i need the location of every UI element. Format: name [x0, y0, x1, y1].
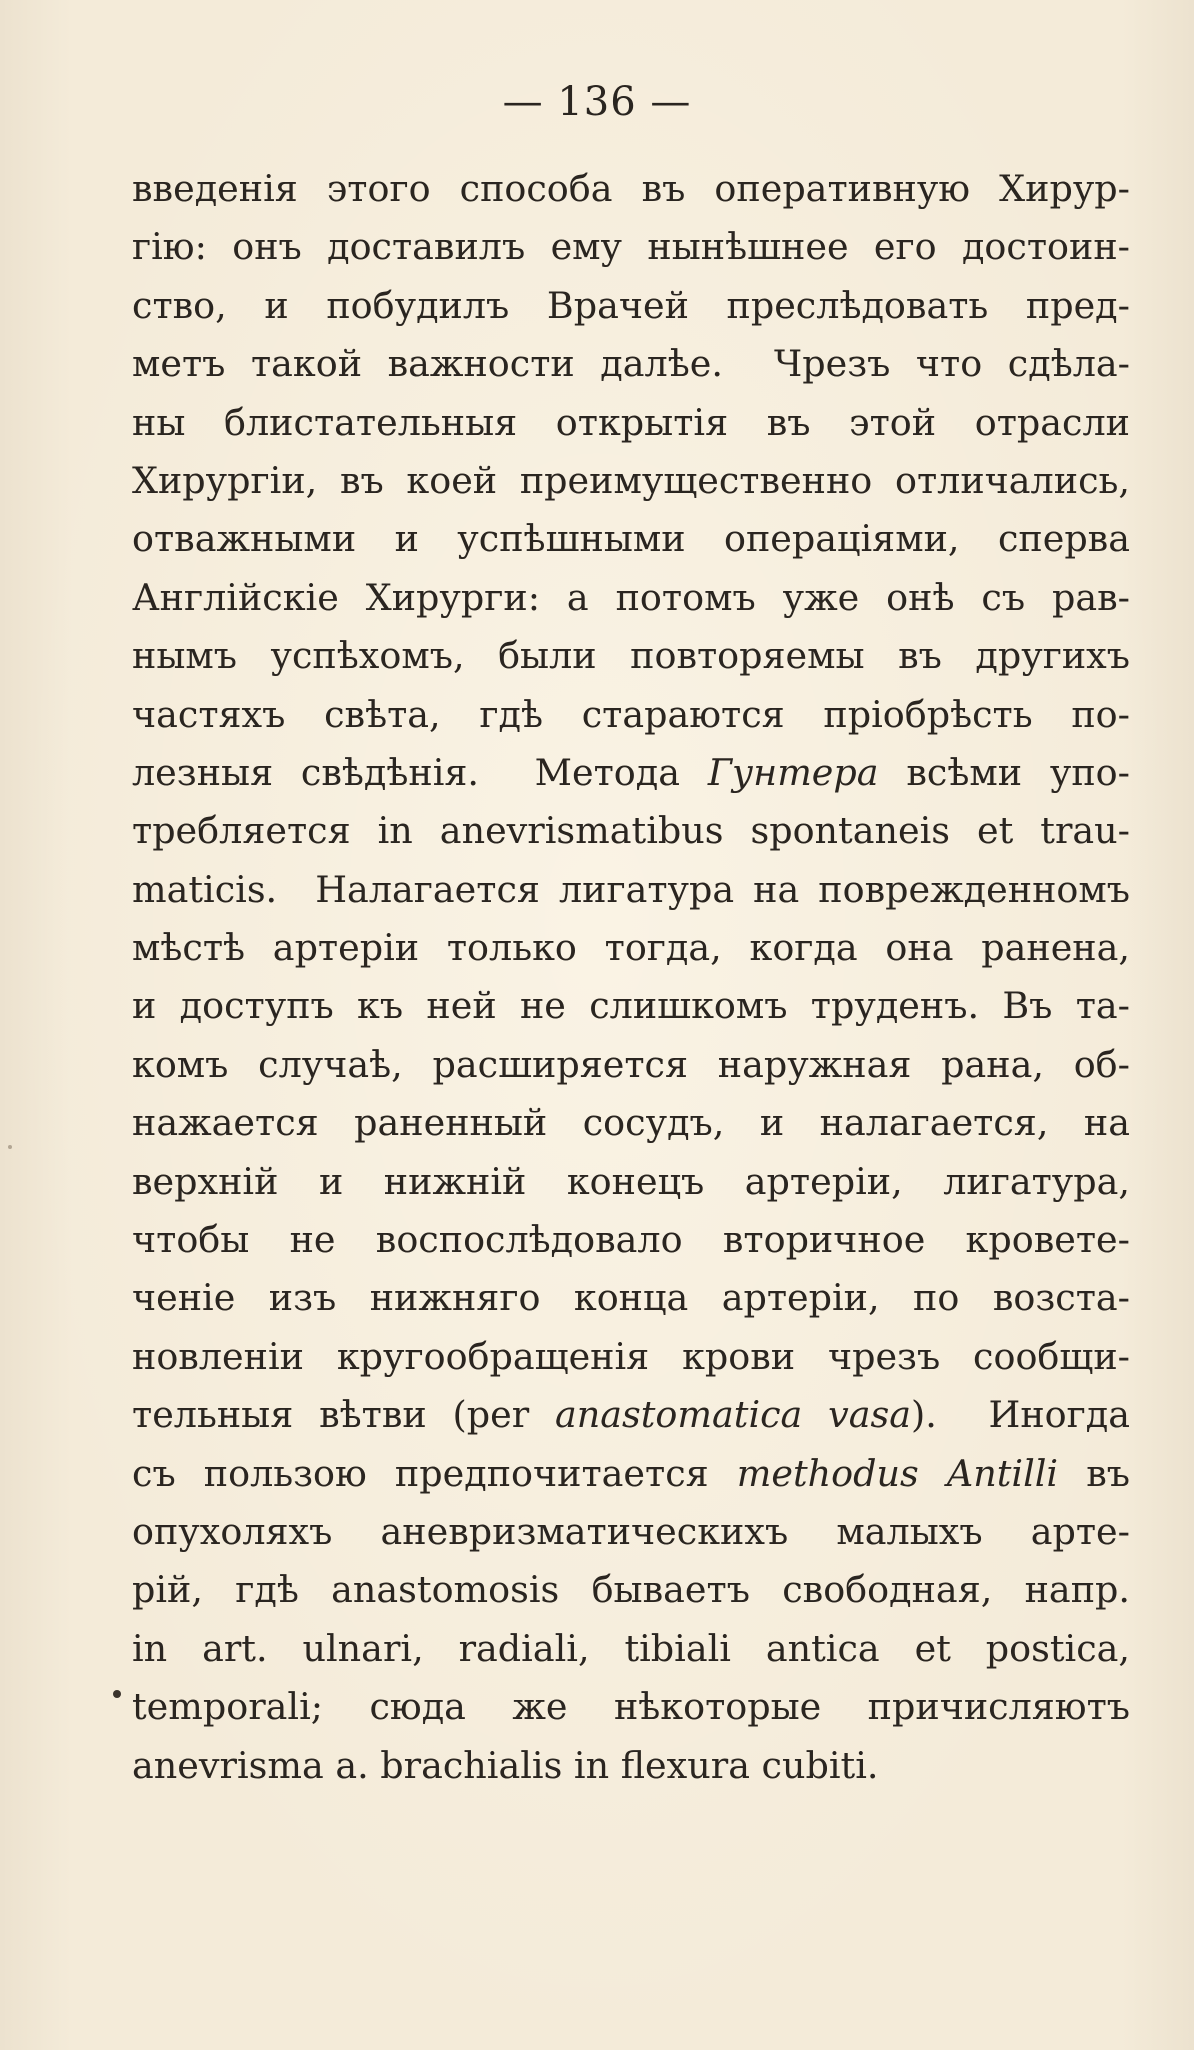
text-span: нажается раненный сосудъ, и налагается, на [132, 1101, 1130, 1145]
text-span: метъ такой важности далѣе. Чрезъ что сдѣла- [132, 342, 1130, 386]
text-span: нымъ успѣхомъ, были повторяемы въ другихъ [132, 634, 1130, 678]
text-span: всѣми упо- [878, 750, 1130, 794]
text-line [132, 1036, 1130, 1094]
text-span: Англійскіе Хирурги: а потомъ уже онѣ съ рав- [132, 575, 1130, 619]
text-span: въ [1058, 1451, 1130, 1495]
text-span: и доступъ къ ней не слишкомъ труденъ. Въ та- [132, 984, 1130, 1028]
text-line [132, 1678, 1130, 1736]
text-line [132, 1503, 1130, 1561]
text-line [132, 218, 1130, 276]
text-span: ство, и побудилъ Врачей преслѣдовать пред- [132, 283, 1130, 327]
italic-text-span: anastomatica vasa [555, 1393, 912, 1437]
text-line [132, 919, 1130, 977]
text-line [132, 861, 1130, 919]
text-span: maticis. Налагается лигатура на поврежденномъ [132, 867, 1130, 911]
text-span: комъ случаѣ, расширяется наружная рана, об- [132, 1042, 1130, 1086]
text-span: рій, гдѣ anastomosis бываетъ свободная, напр. [132, 1568, 1130, 1612]
text-span: гію: онъ доставилъ ему нынѣшнее его достоин- [132, 225, 1130, 269]
text-line [132, 1153, 1130, 1211]
italic-text-span: Гунтера [707, 750, 879, 794]
text-line [132, 277, 1130, 335]
text-line [132, 744, 1130, 802]
text-line [132, 394, 1130, 452]
text-span: лезныя свѣдѣнія. Метода [132, 750, 708, 794]
text-line [132, 1269, 1130, 1327]
text-span: ченіе изъ нижняго конца артеріи, по возста- [132, 1276, 1130, 1320]
paper-speck [8, 1145, 12, 1149]
body-text [132, 160, 1130, 1795]
text-line [132, 1561, 1130, 1619]
text-span: съ пользою предпочитается [132, 1451, 737, 1495]
text-span: требляется in anevrismatibus spontaneis et trau- [132, 809, 1130, 853]
text-line [132, 510, 1130, 568]
text-span: ). Иногда [911, 1393, 1130, 1437]
text-span: ны блистательныя открытія въ этой отрасли [132, 400, 1130, 444]
text-span: тельныя вѣтви (per [132, 1393, 555, 1437]
text-span: опухоляхъ аневризматическихъ малыхъ арте- [132, 1509, 1130, 1553]
text-line [132, 335, 1130, 393]
text-line [132, 627, 1130, 685]
margin-ink-dot [113, 1690, 121, 1698]
text-span: мѣстѣ артеріи только тогда, когда она ранена, [132, 926, 1130, 970]
text-line [132, 1328, 1130, 1386]
text-line [132, 1620, 1130, 1678]
text-span: введенія этого способа въ оперативную Хирур- [132, 167, 1130, 210]
text-line [132, 452, 1130, 510]
page-number: — 136 — [502, 79, 692, 125]
text-span: верхній и нижній конецъ артеріи, лигатура, [132, 1159, 1130, 1203]
text-span: anevrisma a. brachialis in flexura cubiti. [132, 1743, 879, 1787]
text-line [132, 569, 1130, 627]
text-span: отважными и успѣшными операціями, сперва [132, 517, 1130, 561]
text-span: temporali; сюда же нѣкоторые причисляютъ [132, 1685, 1130, 1729]
text-span: новленіи кругообращенія крови чрезъ сообщи- [132, 1334, 1130, 1378]
text-line [132, 1094, 1130, 1152]
text-span: in art. ulnari, radiali, tibiali antica et postica, [132, 1626, 1130, 1670]
text-line [132, 160, 1130, 218]
text-line [132, 686, 1130, 744]
text-line [132, 1445, 1130, 1503]
text-line [132, 802, 1130, 860]
text-line [132, 1211, 1130, 1269]
text-line [132, 1386, 1130, 1444]
text-span: частяхъ свѣта, гдѣ стараются пріобрѣсть по- [132, 692, 1130, 736]
text-span: чтобы не воспослѣдовало вторичное кровете- [132, 1218, 1130, 1262]
text-line [132, 1737, 1130, 1795]
text-line [132, 977, 1130, 1035]
text-span: Хирургіи, въ коей преимущественно отличались, [132, 458, 1130, 502]
italic-text-span: methodus Antilli [736, 1451, 1059, 1495]
